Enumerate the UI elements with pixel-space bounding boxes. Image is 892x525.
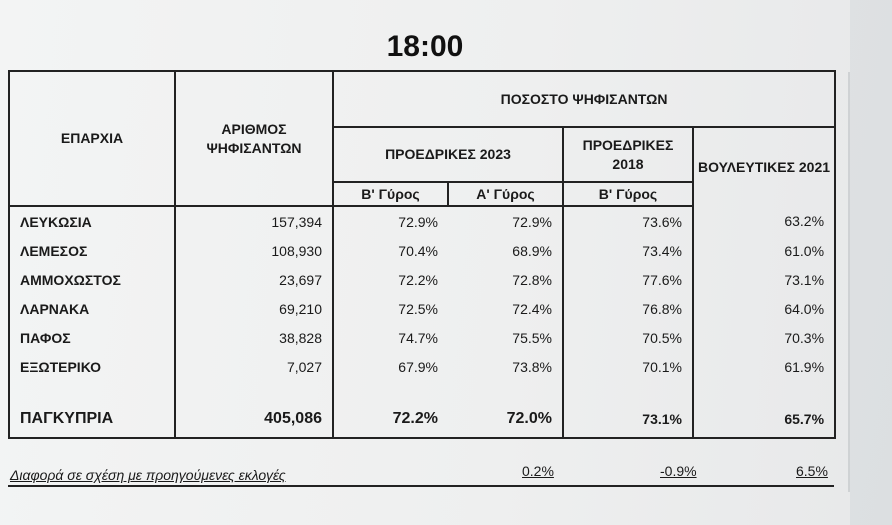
header-round-a-2023: Α' Γύρος bbox=[448, 182, 563, 206]
difference-vs-2018: -0.9% bbox=[660, 463, 697, 479]
total-pct-a-2023: 72.0% bbox=[448, 401, 563, 438]
difference-vs-2021: 6.5% bbox=[796, 463, 828, 479]
district-name: ΛΕΜΕΣΟΣ bbox=[9, 236, 175, 265]
header-voters: ΑΡΙΘΜΟΣ ΨΗΦΙΣΑΝΤΩΝ bbox=[175, 71, 333, 206]
header-percent-group: ΠΟΣΟΣΤΟ ΨΗΦΙΣΑΝΤΩΝ bbox=[333, 71, 835, 127]
district-name: ΠΑΦΟΣ bbox=[9, 323, 175, 352]
total-label: ΠΑΓΚΥΠΡΙΑ bbox=[9, 401, 175, 438]
pct-2021: 64.0% bbox=[693, 294, 835, 323]
header-round-b-2018: Β' Γύρος bbox=[563, 182, 693, 206]
table-row bbox=[9, 352, 835, 381]
pct-b-2023: 74.7% bbox=[333, 323, 448, 352]
pct-2021: 73.1% bbox=[693, 265, 835, 294]
district-name: ΕΞΩΤΕΡΙΚΟ bbox=[9, 352, 175, 381]
turnout-table bbox=[8, 70, 836, 439]
voters-count: 23,697 bbox=[175, 265, 333, 294]
spacer-row bbox=[9, 381, 835, 401]
pct-a-2023: 73.8% bbox=[512, 358, 552, 375]
pct-a-2023: 75.5% bbox=[512, 329, 552, 346]
pct-a-2023: 72.8% bbox=[512, 271, 552, 288]
total-pct-2018: 73.1% bbox=[563, 401, 693, 438]
pct-a-2023: 72.9% bbox=[512, 213, 552, 230]
pct-b-2023: 72.5% bbox=[333, 294, 448, 323]
header-pres-2023: ΠΡΟΕΔΡΙΚΕΣ 2023 bbox=[333, 127, 563, 182]
voters-count: 38,828 bbox=[175, 323, 333, 352]
total-row bbox=[9, 401, 835, 438]
voters-count: 7,027 bbox=[175, 352, 333, 381]
pct-b-2023: 70.4% bbox=[333, 236, 448, 265]
pct-2021: 70.3% bbox=[693, 323, 835, 352]
difference-row bbox=[10, 463, 834, 487]
pct-2021: 61.0% bbox=[693, 236, 835, 265]
voters-count: 157,394 bbox=[175, 206, 333, 236]
total-pct-b-2023: 72.2% bbox=[333, 401, 448, 438]
district-name: ΑΜΜΟΧΩΣΤΟΣ bbox=[9, 265, 175, 294]
pct-2018: 70.1% bbox=[563, 352, 693, 381]
pct-b-2023: 67.9% bbox=[333, 352, 448, 381]
bottom-rule bbox=[8, 485, 834, 487]
pct-2018: 77.6% bbox=[563, 265, 693, 294]
district-name: ΛΑΡΝΑΚΑ bbox=[9, 294, 175, 323]
pct-2018: 73.6% bbox=[563, 206, 693, 236]
difference-label: Διαφορά σε σχέση με προηγούμενες εκλογές bbox=[10, 467, 286, 483]
pct-b-2023: 72.2% bbox=[333, 265, 448, 294]
table-row bbox=[9, 323, 835, 352]
header-pres-2018: ΠΡΟΕΔΡΙΚΕΣ 2018 bbox=[563, 127, 693, 182]
header-parl-2021: ΒΟΥΛΕΥΤΙΚΕΣ 2021 bbox=[693, 127, 835, 206]
total-voters: 405,086 bbox=[175, 401, 333, 438]
difference-vs-a2023: 0.2% bbox=[522, 463, 554, 479]
header-round-b-2023: Β' Γύρος bbox=[333, 182, 448, 206]
pct-a-2023: 68.9% bbox=[512, 242, 552, 259]
pct-2021: 61.9% bbox=[693, 352, 835, 381]
table-row bbox=[9, 206, 835, 236]
voters-count: 108,930 bbox=[175, 236, 333, 265]
pct-2018: 76.8% bbox=[563, 294, 693, 323]
voters-count: 69,210 bbox=[175, 294, 333, 323]
header-district: ΕΠΑΡΧΙΑ bbox=[9, 71, 175, 206]
page-edge bbox=[848, 72, 850, 492]
total-pct-2021: 65.7% bbox=[693, 401, 835, 438]
page-title: 18:00 bbox=[386, 30, 464, 63]
table-row bbox=[9, 265, 835, 294]
pct-a-2023: 72.4% bbox=[512, 300, 552, 317]
district-name: ΛΕΥΚΩΣΙΑ bbox=[9, 206, 175, 236]
table-row bbox=[9, 236, 835, 265]
pct-2018: 70.5% bbox=[563, 323, 693, 352]
pct-2018: 73.4% bbox=[563, 236, 693, 265]
pct-2021: 63.2% bbox=[693, 206, 835, 236]
pct-b-2023: 72.9% bbox=[333, 206, 448, 236]
table-row bbox=[9, 294, 835, 323]
